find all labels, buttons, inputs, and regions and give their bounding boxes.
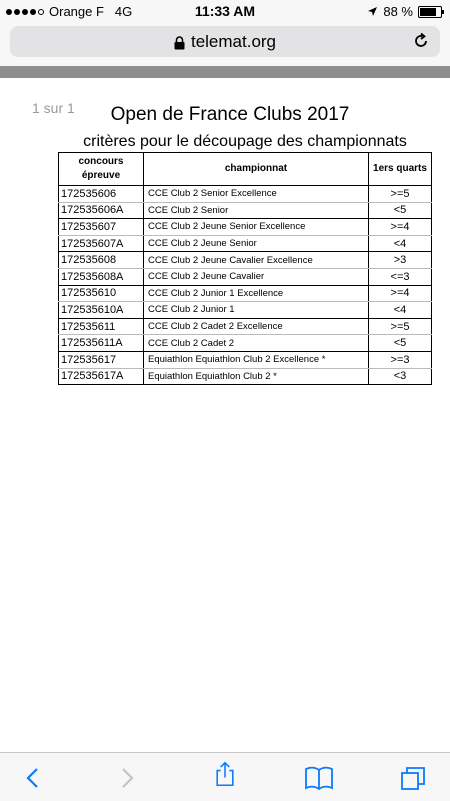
cell-quarts: <5 [369, 202, 432, 219]
cell-quarts: >=5 [369, 186, 432, 203]
table-row [59, 252, 432, 269]
tabs-icon[interactable] [398, 765, 428, 791]
table-header [59, 153, 432, 186]
cell-quarts: >3 [369, 252, 432, 269]
table-row [59, 235, 432, 252]
cell-quarts: <3 [369, 368, 432, 385]
cell-concours: 172535617 [59, 351, 144, 368]
page-indicator: 1 sur 1 [32, 100, 75, 116]
cell-championnat: CCE Club 2 Jeune Senior [144, 235, 369, 252]
cell-championnat: CCE Club 2 Jeune Senior Excellence [144, 219, 369, 236]
status-bar [0, 0, 450, 22]
bookmarks-icon[interactable] [304, 765, 334, 791]
header-championnat: championnat [144, 153, 369, 186]
cell-concours: 172535617A [59, 368, 144, 385]
header-concours-line1: concours [78, 156, 124, 167]
cell-championnat: Equiathlon Equiathlon Club 2 Excellence * [144, 351, 369, 368]
status-time: 11:33 AM [194, 3, 256, 19]
address-bar[interactable] [10, 26, 440, 57]
cell-concours: 172535610A [59, 302, 144, 319]
cell-championnat: CCE Club 2 Cadet 2 Excellence [144, 318, 369, 335]
carrier-name: Orange F [49, 4, 104, 19]
forward-icon[interactable] [112, 765, 142, 791]
cell-concours: 172535608A [59, 268, 144, 285]
table-row [59, 351, 432, 368]
reload-icon[interactable] [412, 32, 430, 50]
cell-quarts: <4 [369, 302, 432, 319]
back-icon[interactable] [18, 765, 48, 791]
lock-icon [174, 36, 185, 50]
cell-quarts: >=4 [369, 219, 432, 236]
cell-concours: 172535608 [59, 252, 144, 269]
header-concours-line2: épreuve [81, 170, 121, 181]
cell-championnat: Equiathlon Equiathlon Club 2 * [144, 368, 369, 385]
cell-concours: 172535606A [59, 202, 144, 219]
cell-quarts: <4 [369, 235, 432, 252]
bottom-toolbar [0, 752, 450, 801]
cell-championnat: CCE Club 2 Junior 1 [144, 302, 369, 319]
location-arrow-icon [367, 6, 378, 17]
cell-quarts: >=4 [369, 285, 432, 302]
cell-concours: 172535610 [59, 285, 144, 302]
table-row [59, 268, 432, 285]
network-type: 4G [114, 4, 133, 19]
table-row [59, 368, 432, 385]
cell-concours: 172535611A [59, 335, 144, 352]
table-row [59, 335, 432, 352]
header-quarts: 1ers quarts [369, 153, 432, 186]
header-concours [59, 153, 144, 186]
cell-championnat: CCE Club 2 Senior [144, 202, 369, 219]
table-row [59, 285, 432, 302]
browser-header [0, 22, 450, 66]
table-row [59, 318, 432, 335]
table-row [59, 302, 432, 319]
battery-percent: 88 % [383, 4, 413, 19]
cell-quarts: <5 [369, 335, 432, 352]
cell-concours: 172535606 [59, 186, 144, 203]
document-subtitle: critères pour le découpage des championnats [83, 133, 407, 150]
page-separator [0, 66, 450, 78]
table-row [59, 202, 432, 219]
table-row [59, 219, 432, 236]
cell-championnat: CCE Club 2 Jeune Cavalier Excellence [144, 252, 369, 269]
cell-championnat: CCE Club 2 Senior Excellence [144, 186, 369, 203]
table-row [59, 186, 432, 203]
status-right [367, 4, 442, 19]
document-title: Open de France Clubs 2017 [110, 104, 350, 125]
cell-quarts: >=3 [369, 351, 432, 368]
cell-championnat: CCE Club 2 Junior 1 Excellence [144, 285, 369, 302]
cell-concours: 172535607 [59, 219, 144, 236]
url-text: telemat.org [190, 32, 277, 51]
share-icon[interactable] [210, 761, 240, 787]
cell-quarts: <=3 [369, 268, 432, 285]
cell-championnat: CCE Club 2 Jeune Cavalier [144, 268, 369, 285]
cell-concours: 172535607A [59, 235, 144, 252]
battery-icon [418, 6, 442, 18]
cell-concours: 172535611 [59, 318, 144, 335]
cell-championnat: CCE Club 2 Cadet 2 [144, 335, 369, 352]
criteria-table [58, 152, 432, 385]
cell-quarts: >=5 [369, 318, 432, 335]
